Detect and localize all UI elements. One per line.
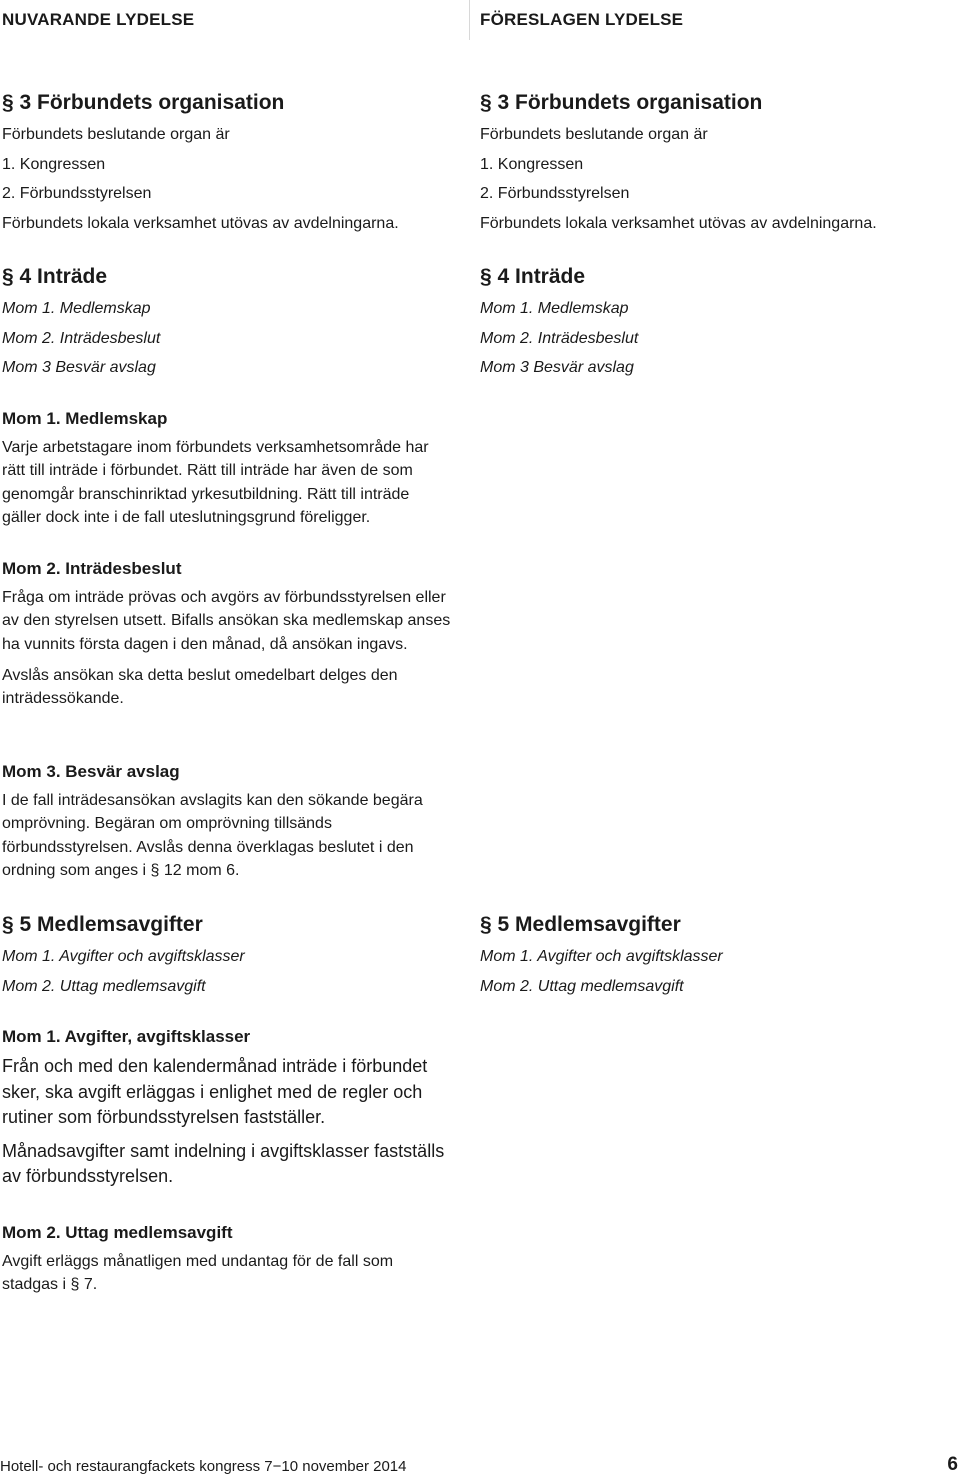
- left-column-title: NUVARANDE LYDELSE: [2, 10, 195, 29]
- left-section-3-heading: § 3 Förbundets organisation: [2, 91, 285, 114]
- right-section-4-heading: § 4 Inträde: [480, 265, 586, 288]
- right-section-3-line: Förbundets beslutande organ är: [480, 126, 708, 143]
- left-mom1-heading: Mom 1. Medlemskap: [2, 409, 168, 428]
- left-section-4-item: Mom 1. Medlemskap: [2, 300, 151, 317]
- right-section-3-heading: § 3 Förbundets organisation: [480, 91, 763, 114]
- left-section-5-item: Mom 2. Uttag medlemsavgift: [2, 977, 206, 995]
- left-section-4: [2, 264, 462, 383]
- left-section-4-item: Mom 3 Besvär avslag: [2, 359, 156, 376]
- left-mom1-text: Varje arbetstagare inom förbundets verksamhetsområde har rätt till inträde i förbundet. Rätt till inträde har även de som genomgår branschinriktad yrkesutbildning. Rätt till inträde gäller dock inte i de fall uteslutningsgrund föreligger.: [2, 439, 429, 526]
- right-section-5-heading: § 5 Medlemsavgifter: [480, 913, 681, 936]
- left-section-3-line: 2. Förbundsstyrelsen: [2, 185, 152, 202]
- left-mom2-text: Fråga om inträde prövas och avgörs av förbundsstyrelsen eller av den styrelsen utsett. Bifalls ansökan ska medlemskap anses ha vunnits första dagen i den månad, då ansökan ingavs.: [2, 589, 451, 653]
- left-mom3-heading: Mom 3. Besvär avslag: [2, 762, 180, 781]
- left-section-3-line: 1. Kongressen: [2, 155, 106, 173]
- left-section-4-heading: § 4 Inträde: [2, 265, 108, 288]
- right-section-4-item: Mom 2. Inträdesbeslut: [480, 329, 639, 347]
- left-section-5: [2, 912, 462, 1001]
- footer-text: Hotell- och restaurangfackets kongress 7−10 november 2014: [0, 1458, 407, 1475]
- right-section-3-line: Förbundets lokala verksamhet utövas av avdelningarna.: [480, 214, 877, 232]
- left-section-3-line: Förbundets lokala verksamhet utövas av avdelningarna.: [2, 214, 399, 232]
- left-section-3: [2, 90, 462, 238]
- left-section-5-item: Mom 1. Avgifter och avgiftsklasser: [2, 948, 245, 965]
- column-divider: [469, 0, 470, 40]
- left-section-5-heading: § 5 Medlemsavgifter: [2, 913, 203, 936]
- left-mom2-heading: Mom 2. Inträdesbeslut: [2, 559, 182, 578]
- left-s5-mom2: [2, 1222, 452, 1297]
- right-section-5-item: Mom 1. Avgifter och avgiftsklasser: [480, 948, 723, 965]
- left-s5-mom1-text: Månadsavgifter samt indelning i avgiftsklasser fastställs av förbundsstyrelsen.: [2, 1140, 445, 1186]
- right-section-4-item: Mom 1. Medlemskap: [480, 300, 629, 317]
- right-section-5: [480, 912, 950, 1001]
- right-section-3-line: 2. Förbundsstyrelsen: [480, 185, 630, 202]
- left-section-3-line: Förbundets beslutande organ är: [2, 126, 230, 143]
- left-section-4-item: Mom 2. Inträdesbeslut: [2, 329, 161, 347]
- right-section-4: [480, 264, 950, 383]
- right-section-3-line: 1. Kongressen: [480, 155, 584, 173]
- right-column-title: FÖRESLAGEN LYDELSE: [480, 10, 684, 29]
- left-mom1: [2, 408, 452, 529]
- left-s5-mom1-heading: Mom 1. Avgifter, avgiftsklasser: [2, 1027, 251, 1046]
- left-mom2: [2, 558, 452, 710]
- right-section-3: [480, 90, 950, 238]
- right-section-5-item: Mom 2. Uttag medlemsavgift: [480, 977, 684, 995]
- left-s5-mom1: [2, 1026, 452, 1190]
- left-mom2-text: Avslås ansökan ska detta beslut omedelbart delges den inträdessökande.: [2, 666, 398, 708]
- left-s5-mom2-text: Avgift erläggs månatligen med undantag för de fall som stadgas i § 7.: [2, 1253, 394, 1294]
- left-s5-mom2-heading: Mom 2. Uttag medlemsavgift: [2, 1223, 233, 1242]
- left-mom3: [2, 761, 452, 882]
- page-number: 6: [947, 1454, 958, 1475]
- left-s5-mom1-text: Från och med den kalendermånad inträde i förbundet sker, ska avgift erläggas i enlighet med de regler och rutiner som förbundsstyrelsen fastställer.: [2, 1056, 428, 1127]
- left-mom3-text: I de fall inträdesansökan avslagits kan den sökande begära omprövning. Begäran om omprövning tillsänds förbundsstyrelsen. Avslås denna överklagas beslutet i den ordning som anges i § 12 mom 6.: [2, 792, 423, 879]
- right-section-4-item: Mom 3 Besvär avslag: [480, 359, 634, 376]
